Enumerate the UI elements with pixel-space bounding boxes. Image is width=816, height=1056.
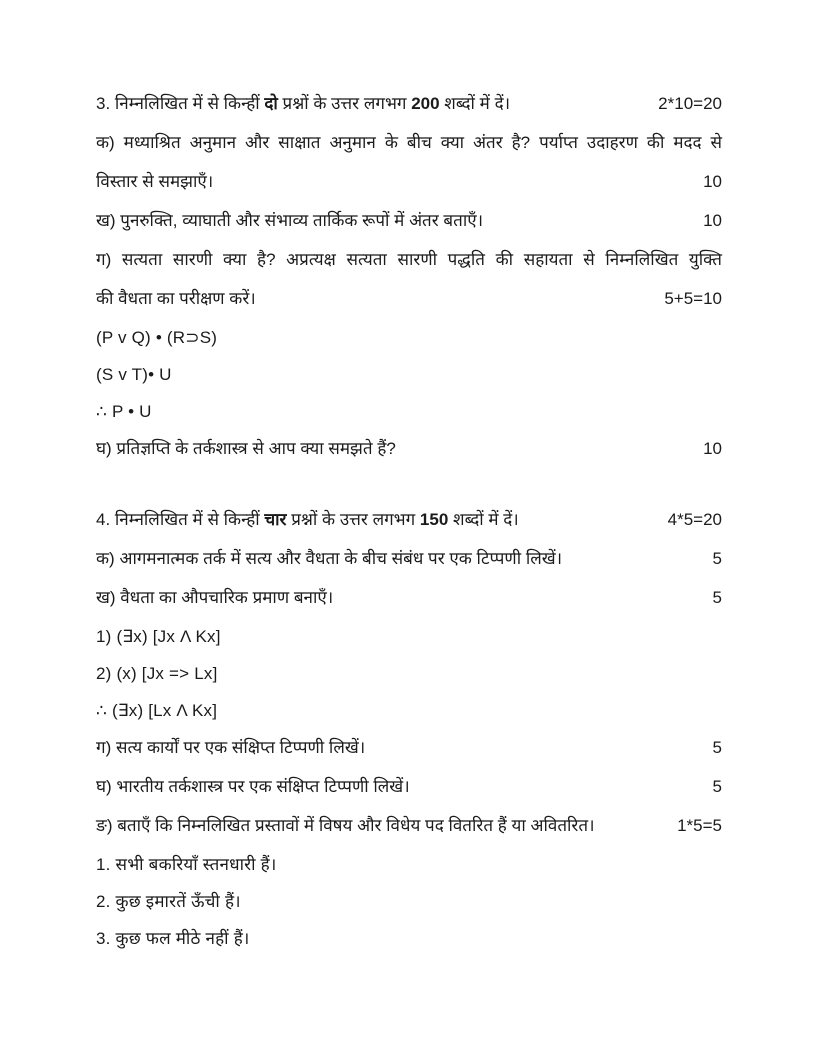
q4-part-a-text: क) आगमनात्मक तर्क में सत्य और वैधता के बीच संबंध पर एक टिप्पणी लिखें। [96,549,563,568]
q3-part-d-text: घ) प्रतिज्ञप्ति के तर्कशास्त्र से आप क्या समझते हैं? [96,439,396,458]
q3-part-c-line2-row [96,287,722,310]
q4-part-b-marks: 5 [712,588,722,607]
q3-part-d [96,437,722,460]
q3-part-a-line2-row [96,170,722,193]
q4-conclusion: ∴ (∃x) [Lx Λ Kx] [96,701,218,720]
q4-premise-1: 1) (∃x) [Jx Λ Kx] [96,627,221,646]
q3-part-b-marks: 10 [703,211,722,230]
question-4-header [96,508,722,531]
q3-part-c-line1: ग) सत्यता सारणी क्या है? अप्रत्यक्ष सत्यता सारणी पद्धति की सहायता से निम्नलिखित युक्ति [96,250,722,269]
q4-part-e [96,814,722,837]
section-gap [96,476,722,508]
q4-part-b [96,586,722,609]
q4-statement-2: 2. कुछ इमारतें ऊँची हैं। [96,892,241,911]
question-3-header [96,92,722,115]
question-4-marks: 4*5=20 [667,510,722,529]
q3-part-a-line1: क) मध्याश्रित अनुमान और साक्षात अनुमान के बीच क्या अंतर है? पर्याप्त उदाहरण की मदद से [96,133,722,152]
question-3-header-text: 3. निम्नलिखित में से किन्हीं दो प्रश्नों के उत्तर लगभग 200 शब्दों में दें। [96,94,511,113]
q4-statement-1: 1. सभी बकरियाँ स्तनधारी हैं। [96,855,277,874]
q4-part-d-marks: 5 [712,777,722,796]
q3-premise-1: (P v Q) • (R⊃S) [96,328,218,347]
q4-part-b-text: ख) वैधता का औपचारिक प्रमाण बनाएँ। [96,588,334,607]
q3-part-a-line2: विस्तार से समझाएँ। [96,172,214,191]
q3-part-c-line2: की वैधता का परीक्षण करें। [96,289,256,308]
q3-part-a [96,131,722,193]
q3-premise-2: (S v T)• U [96,365,172,384]
q3-part-a-marks: 10 [703,172,722,191]
q4-premise-2: 2) (x) [Jx => Lx] [96,664,218,683]
q4-part-c-marks: 5 [712,738,722,757]
q3-conclusion: ∴ P • U [96,402,152,421]
q4-statement-3: 3. कुछ फल मीठे नहीं हैं। [96,929,250,948]
q4-part-e-marks: 1*5=5 [677,816,722,835]
q3-part-b-text: ख) पुनरुक्ति, व्याघाती और संभाव्य तार्किक रूपों में अंतर बताएँ। [96,211,484,230]
question-4-header-text: 4. निम्नलिखित में से किन्हीं चार प्रश्नों के उत्तर लगभग 150 शब्दों में दें। [96,510,519,529]
q4-part-d [96,775,722,798]
q3-part-c-marks: 5+5=10 [664,289,722,308]
q4-part-d-text: घ) भारतीय तर्कशास्त्र पर एक संक्षिप्त टिप्पणी लिखें। [96,777,410,796]
q3-part-b [96,209,722,232]
question-3-marks: 2*10=20 [658,94,722,113]
q4-part-c-text: ग) सत्य कार्यों पर एक संक्षिप्त टिप्पणी लिखें। [96,738,366,757]
q4-part-e-text: ङ) बताएँ कि निम्नलिखित प्रस्तावों में विषय और विधेय पद वितरित हैं या अवितरित। [96,816,595,835]
q4-part-a-marks: 5 [712,549,722,568]
q3-part-c [96,248,722,310]
q4-part-c [96,736,722,759]
q4-part-a [96,547,722,570]
q3-part-d-marks: 10 [703,439,722,458]
